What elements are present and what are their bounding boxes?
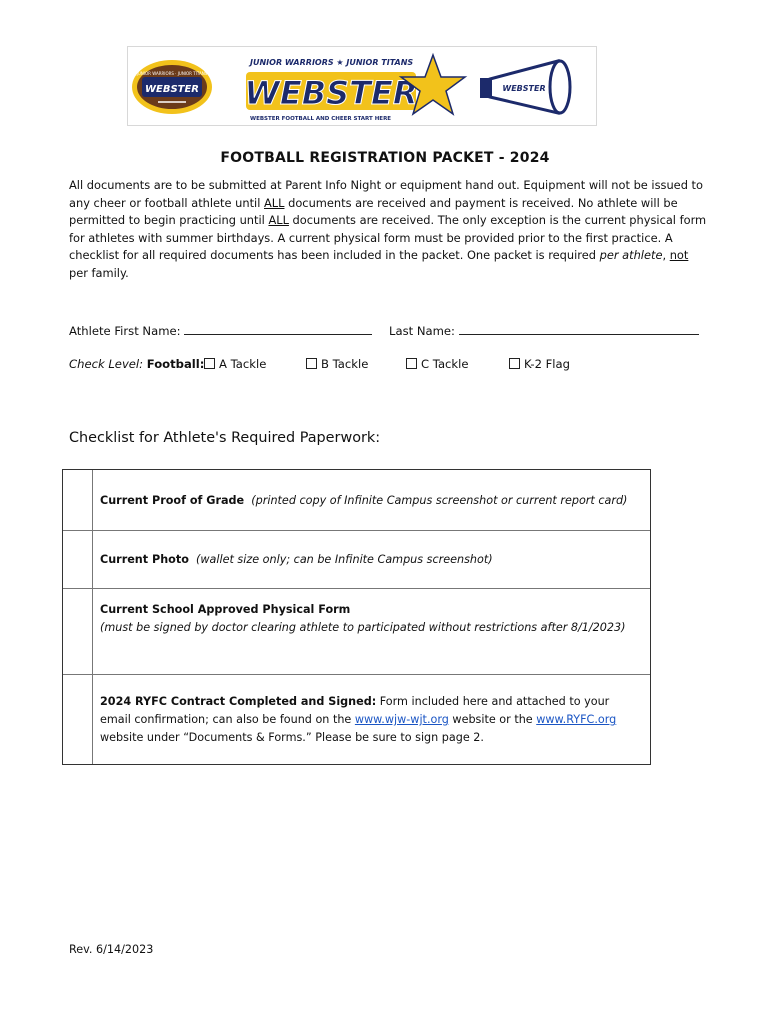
checklist-item-body: website or the [448, 713, 537, 726]
checklist-row [63, 470, 650, 530]
option-a-tackle[interactable] [204, 357, 266, 371]
intro-all-2: ALL [268, 213, 289, 228]
megaphone-icon [480, 61, 570, 113]
checklist-item-title: 2024 RYFC Contract Completed and Signed: [100, 695, 377, 708]
option-c-tackle[interactable] [406, 357, 469, 371]
football-logo-text: WEBSTER [144, 84, 200, 95]
option-b-tackle-label: B Tackle [321, 357, 369, 371]
checklist-item-text [93, 589, 650, 674]
check-level-row [69, 357, 204, 371]
intro-text-5: per family. [69, 265, 129, 280]
checklist-row [63, 674, 650, 764]
checklist-item-title: Current School Approved Physical Form [100, 603, 351, 616]
option-k2-flag-label: K-2 Flag [524, 357, 570, 371]
intro-per-athlete: per athlete [599, 248, 663, 263]
banner-top-text: JUNIOR WARRIORS ★ JUNIOR TITANS [250, 58, 414, 67]
ryfc-link[interactable]: www.RYFC.org [536, 713, 617, 726]
checklist-table [62, 469, 651, 765]
checkbox-a-tackle[interactable] [204, 358, 215, 369]
banner-tagline: WEBSTER FOOTBALL AND CHEER START HERE [250, 116, 392, 122]
checkbox-k2-flag[interactable] [509, 358, 520, 369]
banner-main-text: WEBSTER [244, 74, 418, 112]
checklist-checkbox-cell[interactable] [63, 589, 93, 674]
intro-text-4: , [662, 248, 670, 263]
intro-text-1: All documents are to be submitted at Parent Info Night or equipment hand out. Equipment will not be issued to any cheer or football athlete until [69, 178, 703, 210]
checklist-item-title: Current Proof of Grade [100, 494, 245, 507]
checklist-item-text [93, 531, 650, 588]
webster-banner [127, 46, 597, 126]
last-name-label: Last Name: [389, 324, 455, 338]
option-b-tackle[interactable] [306, 357, 368, 371]
option-a-tackle-label: A Tackle [219, 357, 267, 371]
football-small-text: JUNIOR WARRIORS · JUNIOR TITANS [136, 71, 208, 76]
checklist-item-body: website under “Documents & Forms.” Please be sure to sign page 2. [100, 731, 484, 744]
checklist-checkbox-cell[interactable] [63, 470, 93, 530]
checklist-checkbox-cell[interactable] [63, 531, 93, 588]
checklist-item-text [93, 470, 650, 530]
football-logo [132, 60, 212, 114]
intro-text-2: documents are received and payment is received. No athlete will be permitted to begin practicing until [69, 195, 678, 228]
checklist-row [63, 530, 650, 588]
checklist-item-title: Current Photo [100, 553, 189, 566]
checklist-item-note: (printed copy of Infinite Campus screenshot or current report card) [251, 494, 628, 507]
checklist-row [63, 588, 650, 674]
check-level-label: Check Level: [69, 357, 144, 371]
intro-text-3: documents are received. The only exception is the current physical form for athletes with summer birthdays. A current physical form must be provided prior to the first practice. A checklist for all required documents has been included in the packet. One packet is required [69, 213, 707, 263]
page-title: FOOTBALL REGISTRATION PACKET - 2024 [220, 150, 550, 166]
webster-banner-graphic [128, 47, 597, 126]
megaphone-text: WEBSTER [502, 84, 546, 93]
check-level-sport: Football: [146, 357, 205, 371]
first-name-field[interactable] [69, 322, 372, 338]
first-name-label: Athlete First Name: [69, 324, 181, 338]
wjw-wjt-link[interactable]: www.wjw-wjt.org [354, 713, 449, 726]
checklist-item-text [93, 675, 650, 764]
checklist-item-note: (must be signed by doctor clearing athlete to participated without restrictions after 8/1/2023) [100, 621, 626, 634]
option-k2-flag[interactable] [509, 357, 570, 371]
checklist-item-body: Form included here and attached to your email confirmation; can also be found on the [100, 695, 610, 726]
revision-date: Rev. 6/14/2023 [69, 943, 154, 956]
first-name-blank[interactable] [184, 322, 372, 335]
checklist-item-note: (wallet size only; can be Infinite Campus screenshot) [196, 553, 493, 566]
last-name-field[interactable] [389, 322, 699, 338]
intro-paragraph [69, 177, 707, 283]
checklist-title: Checklist for Athlete's Required Paperwork: [69, 430, 381, 446]
intro-all-1: ALL [264, 195, 285, 210]
checkbox-c-tackle[interactable] [406, 358, 417, 369]
checklist-checkbox-cell[interactable] [63, 675, 93, 764]
intro-not: not [669, 248, 689, 263]
checkbox-b-tackle[interactable] [306, 358, 317, 369]
option-c-tackle-label: C Tackle [421, 357, 469, 371]
last-name-blank[interactable] [459, 322, 699, 335]
